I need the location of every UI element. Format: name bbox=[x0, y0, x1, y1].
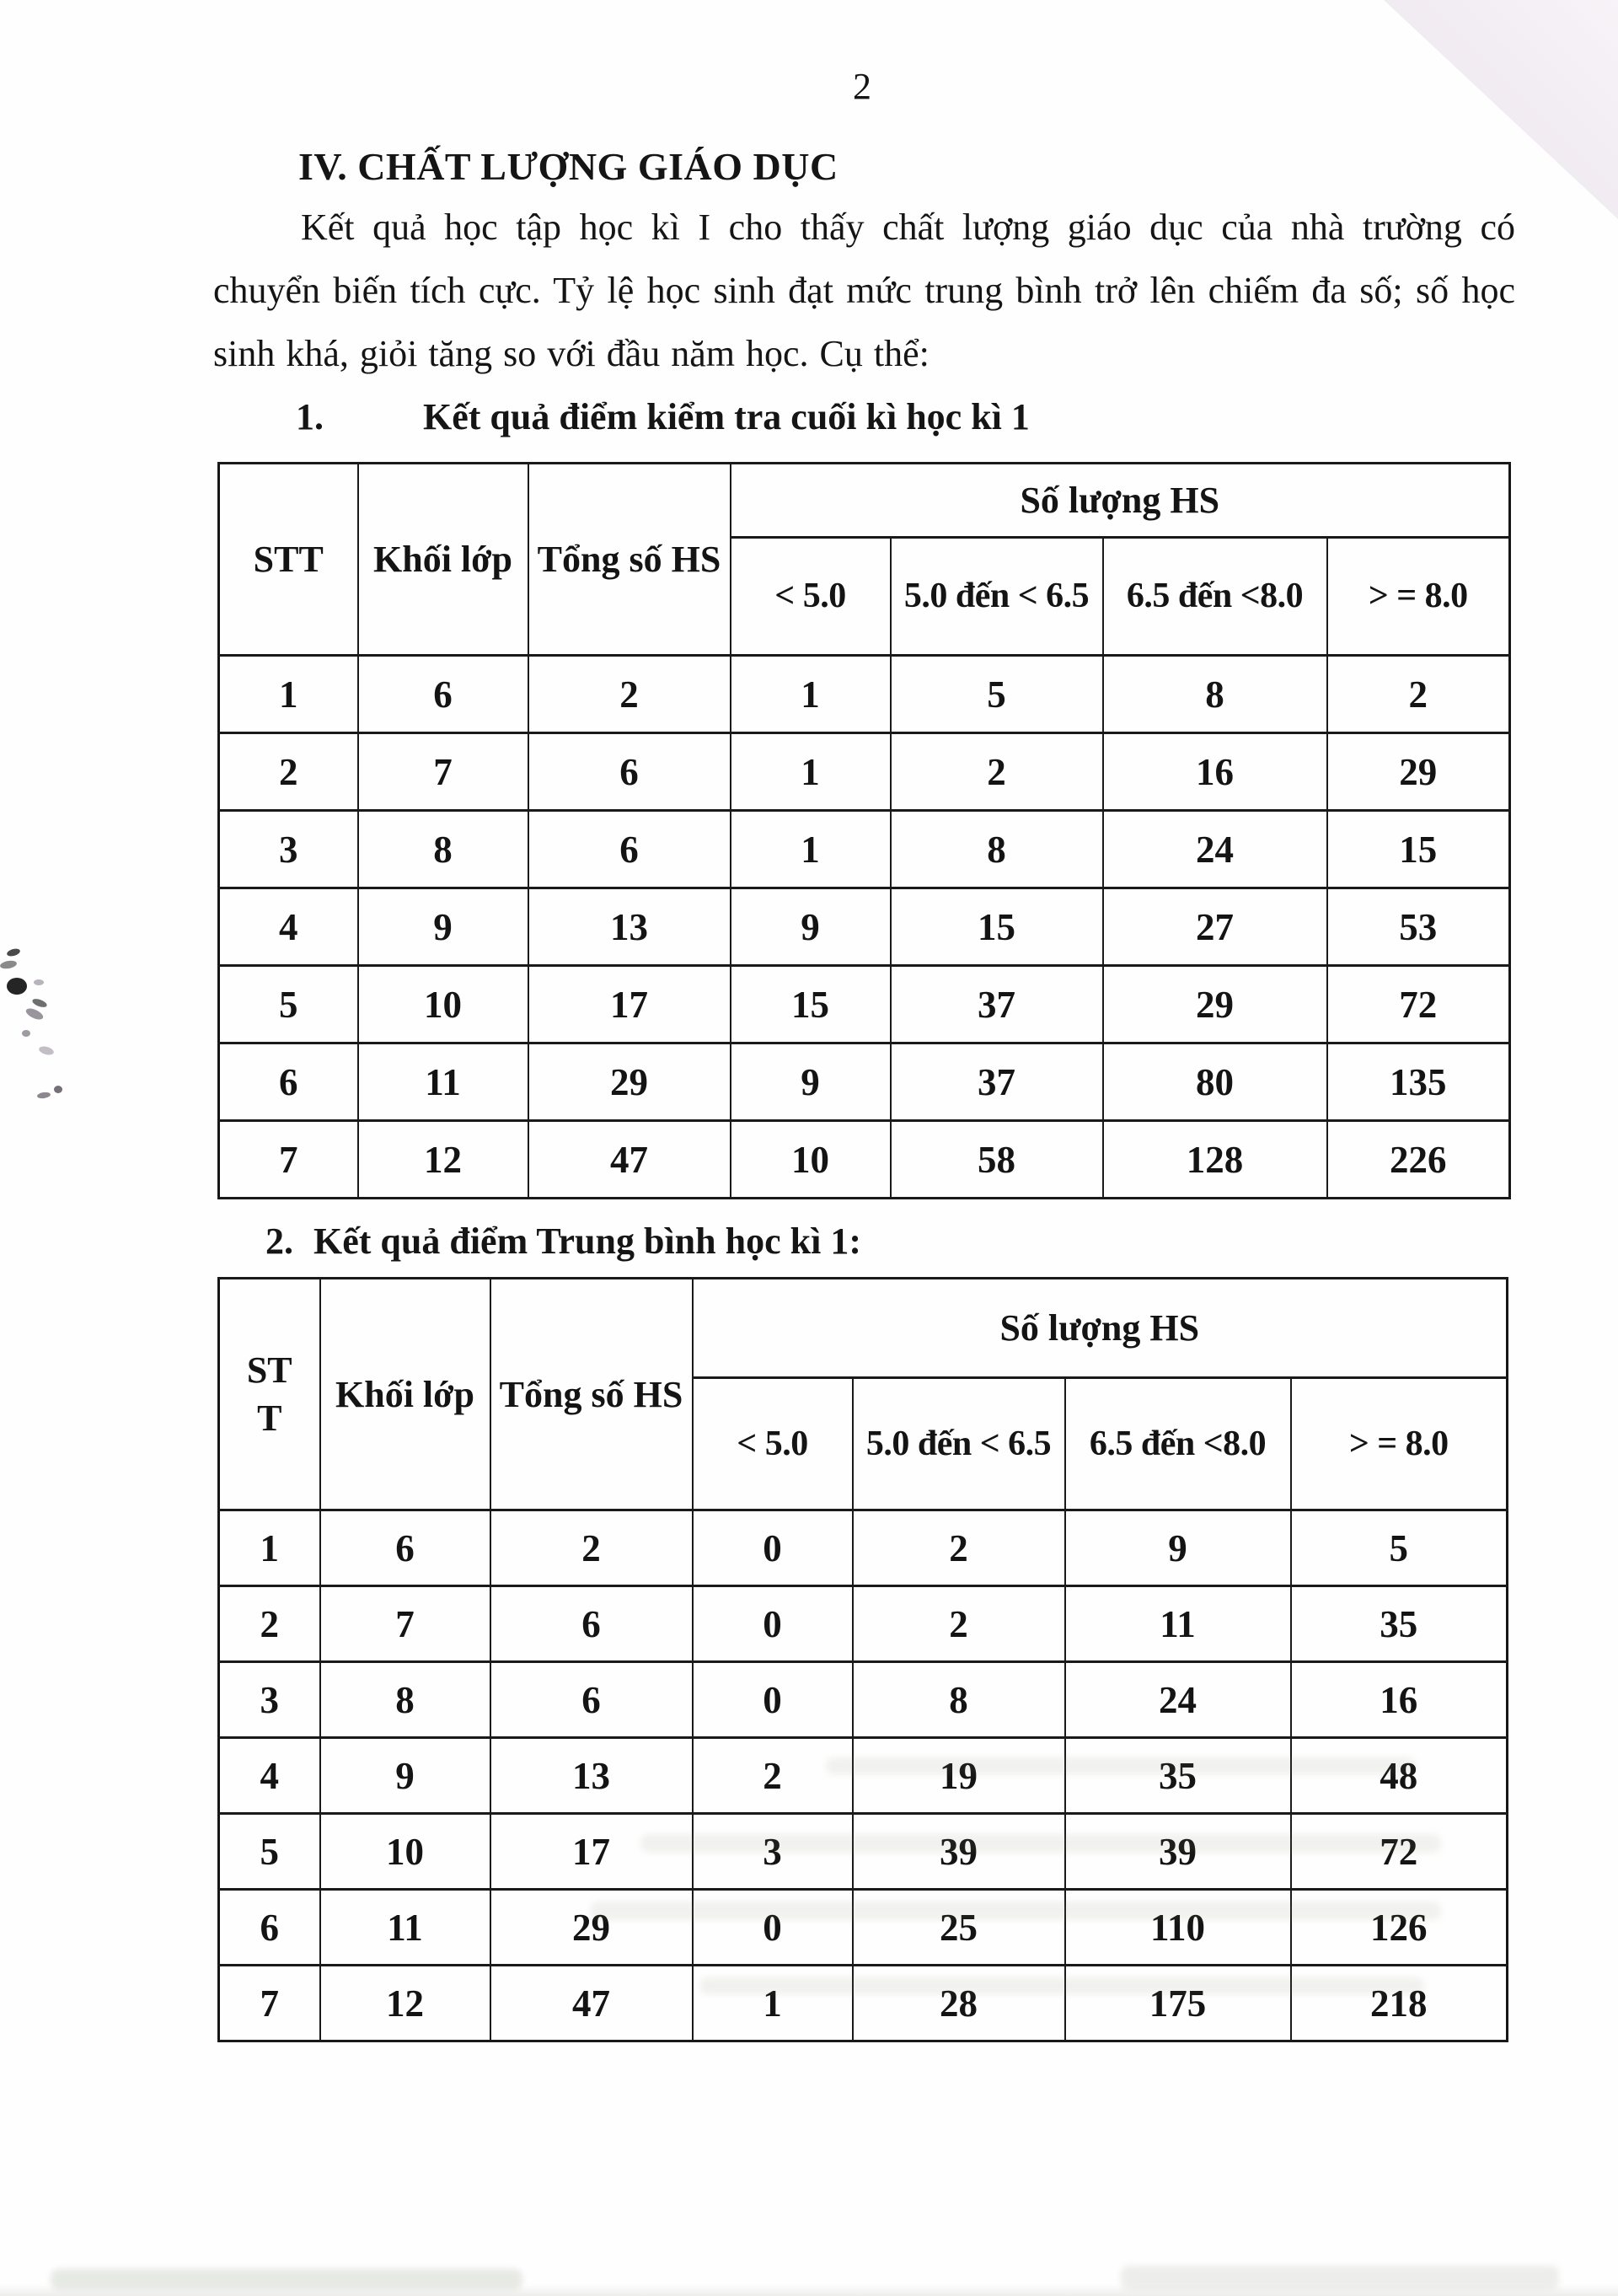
table-header-row bbox=[219, 464, 1510, 538]
page-corner-fold bbox=[1372, 0, 1618, 224]
table-cell: 110 bbox=[1065, 1890, 1291, 1966]
table-cell: 0 bbox=[693, 1586, 853, 1662]
table-cell: 11 bbox=[320, 1890, 490, 1966]
table-cell: 11 bbox=[358, 1043, 528, 1121]
table-cell: 28 bbox=[853, 1966, 1065, 2041]
scan-edge-shadow bbox=[0, 2284, 1618, 2296]
col-header-grade: Khối lớp bbox=[358, 464, 528, 656]
scan-speck bbox=[37, 1092, 51, 1099]
table-cell: 175 bbox=[1065, 1966, 1291, 2041]
table-cell: 25 bbox=[853, 1890, 1065, 1966]
table-cell: 2 bbox=[693, 1738, 853, 1814]
scan-bleedthrough bbox=[640, 1834, 1441, 1853]
table-cell: 17 bbox=[528, 966, 731, 1043]
table-row bbox=[219, 1890, 1508, 1966]
table-cell: 8 bbox=[891, 811, 1103, 888]
col-header-count-group: Số lượng HS bbox=[731, 464, 1510, 538]
table-cell: 3 bbox=[219, 811, 358, 888]
semester-average-table bbox=[217, 1277, 1508, 2042]
table-cell: 58 bbox=[891, 1121, 1103, 1199]
table1-heading-number: 1. bbox=[296, 396, 324, 437]
scan-bleedthrough bbox=[826, 1757, 1416, 1774]
table-cell: 5 bbox=[1291, 1510, 1508, 1586]
table-cell: 2 bbox=[490, 1510, 693, 1586]
table-cell: 9 bbox=[320, 1738, 490, 1814]
table-cell: 6 bbox=[490, 1586, 693, 1662]
table-cell: 8 bbox=[358, 811, 528, 888]
col-header-range-2: 5.0 đến < 6.5 bbox=[891, 538, 1103, 656]
table-cell: 6 bbox=[528, 733, 731, 811]
table-cell: 1 bbox=[731, 811, 891, 888]
col-header-range-1: < 5.0 bbox=[731, 538, 891, 656]
col-header-range-3: 6.5 đến <8.0 bbox=[1065, 1378, 1291, 1510]
table-cell: 1 bbox=[693, 1966, 853, 2041]
table-cell: 2 bbox=[891, 733, 1103, 811]
col-header-range-4: > = 8.0 bbox=[1327, 538, 1510, 656]
table-cell: 12 bbox=[320, 1966, 490, 2041]
table-cell: 19 bbox=[853, 1738, 1065, 1814]
table-cell: 1 bbox=[219, 1510, 320, 1586]
col-header-range-1: < 5.0 bbox=[693, 1378, 853, 1510]
table-cell: 39 bbox=[1065, 1814, 1291, 1890]
section-title: IV. CHẤT LƯỢNG GIÁO DỤC bbox=[298, 145, 838, 188]
table-cell: 8 bbox=[320, 1662, 490, 1738]
table-cell: 3 bbox=[219, 1662, 320, 1738]
col-header-grade: Khối lớp bbox=[320, 1279, 490, 1510]
scan-speck bbox=[24, 1006, 45, 1022]
table-cell: 72 bbox=[1327, 966, 1510, 1043]
table-cell: 11 bbox=[1065, 1586, 1291, 1662]
table-cell: 5 bbox=[219, 966, 358, 1043]
scan-speck bbox=[22, 1030, 30, 1037]
col-header-range-4: > = 8.0 bbox=[1291, 1378, 1508, 1510]
table-cell: 27 bbox=[1103, 888, 1327, 966]
table-cell: 8 bbox=[1103, 656, 1327, 733]
table2-heading bbox=[265, 1214, 861, 1269]
table-cell: 0 bbox=[693, 1662, 853, 1738]
table-row bbox=[219, 1586, 1508, 1662]
table-cell: 47 bbox=[528, 1121, 731, 1199]
table-cell: 2 bbox=[219, 1586, 320, 1662]
table-cell: 5 bbox=[219, 1814, 320, 1890]
table-cell: 0 bbox=[693, 1890, 853, 1966]
table-cell: 7 bbox=[219, 1966, 320, 2041]
table1-heading-title: Kết quả điểm kiểm tra cuối kì học kì 1 bbox=[423, 396, 1030, 437]
scan-speck bbox=[6, 947, 21, 958]
table-cell: 7 bbox=[219, 1121, 358, 1199]
table-row bbox=[219, 1662, 1508, 1738]
scan-speck bbox=[34, 979, 44, 985]
table2-heading-title: Kết quả điểm Trung bình học kì 1: bbox=[313, 1220, 861, 1262]
table-cell: 6 bbox=[320, 1510, 490, 1586]
table-cell: 29 bbox=[490, 1890, 693, 1966]
table-cell: 37 bbox=[891, 1043, 1103, 1121]
table-header-row bbox=[219, 1279, 1508, 1378]
col-header-total: Tổng số HS bbox=[490, 1279, 693, 1510]
col-header-range-2: 5.0 đến < 6.5 bbox=[853, 1378, 1065, 1510]
table-cell: 4 bbox=[219, 1738, 320, 1814]
table-cell: 6 bbox=[358, 656, 528, 733]
scan-speck bbox=[54, 1086, 62, 1093]
table-cell: 35 bbox=[1291, 1586, 1508, 1662]
table-cell: 17 bbox=[490, 1814, 693, 1890]
table-cell: 39 bbox=[853, 1814, 1065, 1890]
table2-body bbox=[219, 1510, 1508, 2041]
table-cell: 6 bbox=[219, 1890, 320, 1966]
table-cell: 7 bbox=[320, 1586, 490, 1662]
table-cell: 37 bbox=[891, 966, 1103, 1043]
table-cell: 0 bbox=[693, 1510, 853, 1586]
table-cell: 5 bbox=[891, 656, 1103, 733]
col-header-range-3: 6.5 đến <8.0 bbox=[1103, 538, 1327, 656]
table1-heading bbox=[296, 389, 1030, 445]
col-header-stt: STT bbox=[219, 1279, 320, 1510]
table-cell: 29 bbox=[1327, 733, 1510, 811]
table2-heading-number: 2. bbox=[265, 1220, 293, 1262]
table-cell: 24 bbox=[1065, 1662, 1291, 1738]
scan-bleedthrough bbox=[590, 1902, 1441, 1920]
table-row bbox=[219, 656, 1510, 733]
table-cell: 8 bbox=[853, 1662, 1065, 1738]
table-row bbox=[219, 1043, 1510, 1121]
table-cell: 9 bbox=[1065, 1510, 1291, 1586]
exam-results-table bbox=[217, 462, 1511, 1199]
table-cell: 4 bbox=[219, 888, 358, 966]
table-cell: 16 bbox=[1291, 1662, 1508, 1738]
table-row bbox=[219, 733, 1510, 811]
table-cell: 29 bbox=[528, 1043, 731, 1121]
table-cell: 226 bbox=[1327, 1121, 1510, 1199]
table-cell: 10 bbox=[731, 1121, 891, 1199]
table-cell: 13 bbox=[490, 1738, 693, 1814]
table-cell: 2 bbox=[853, 1510, 1065, 1586]
table-cell: 135 bbox=[1327, 1043, 1510, 1121]
table-cell: 13 bbox=[528, 888, 731, 966]
table-cell: 10 bbox=[320, 1814, 490, 1890]
table-cell: 7 bbox=[358, 733, 528, 811]
col-header-total: Tổng số HS bbox=[528, 464, 731, 656]
scan-speck bbox=[0, 959, 18, 969]
table-cell: 15 bbox=[1327, 811, 1510, 888]
table-cell: 12 bbox=[358, 1121, 528, 1199]
scan-speck bbox=[31, 997, 48, 1009]
table-cell: 53 bbox=[1327, 888, 1510, 966]
table-cell: 2 bbox=[219, 733, 358, 811]
table-row bbox=[219, 966, 1510, 1043]
col-header-count-group: Số lượng HS bbox=[693, 1279, 1508, 1378]
table-row bbox=[219, 888, 1510, 966]
table-cell: 80 bbox=[1103, 1043, 1327, 1121]
table-cell: 2 bbox=[1327, 656, 1510, 733]
table-cell: 48 bbox=[1291, 1738, 1508, 1814]
scan-speck bbox=[38, 1045, 55, 1056]
scan-bleedthrough bbox=[699, 1977, 1424, 1994]
table-cell: 126 bbox=[1291, 1890, 1508, 1966]
table-row bbox=[219, 1121, 1510, 1199]
table-cell: 218 bbox=[1291, 1966, 1508, 2041]
table-cell: 9 bbox=[731, 1043, 891, 1121]
table-cell: 2 bbox=[853, 1586, 1065, 1662]
table-cell: 2 bbox=[528, 656, 731, 733]
table-cell: 9 bbox=[731, 888, 891, 966]
table-cell: 35 bbox=[1065, 1738, 1291, 1814]
table-cell: 47 bbox=[490, 1966, 693, 2041]
table-cell: 10 bbox=[358, 966, 528, 1043]
table-row bbox=[219, 1966, 1508, 2041]
section-paragraph: Kết quả học tập học kì I cho thấy chất lượng giáo dục của nhà trường có chuyển biến tích cực. Tỷ lệ học sinh đạt mức trung bình trở lên chiếm đa số; số học sinh khá, giỏi tăng so với đầu năm học. Cụ thể: bbox=[213, 207, 1515, 374]
table1-body bbox=[219, 656, 1510, 1199]
table-cell: 128 bbox=[1103, 1121, 1327, 1199]
table-cell: 1 bbox=[731, 733, 891, 811]
table-row bbox=[219, 1510, 1508, 1586]
table-cell: 16 bbox=[1103, 733, 1327, 811]
scan-speck bbox=[7, 978, 27, 995]
table-row bbox=[219, 1738, 1508, 1814]
table-row bbox=[219, 811, 1510, 888]
table-cell: 29 bbox=[1103, 966, 1327, 1043]
table-cell: 15 bbox=[731, 966, 891, 1043]
table-cell: 24 bbox=[1103, 811, 1327, 888]
col-header-stt: STT bbox=[219, 464, 358, 656]
table-cell: 3 bbox=[693, 1814, 853, 1890]
table-cell: 15 bbox=[891, 888, 1103, 966]
table-cell: 9 bbox=[358, 888, 528, 966]
table-cell: 72 bbox=[1291, 1814, 1508, 1890]
table-cell: 1 bbox=[219, 656, 358, 733]
table-cell: 1 bbox=[731, 656, 891, 733]
table-cell: 6 bbox=[490, 1662, 693, 1738]
page-number: 2 bbox=[853, 66, 871, 107]
table-cell: 6 bbox=[219, 1043, 358, 1121]
table-cell: 6 bbox=[528, 811, 731, 888]
